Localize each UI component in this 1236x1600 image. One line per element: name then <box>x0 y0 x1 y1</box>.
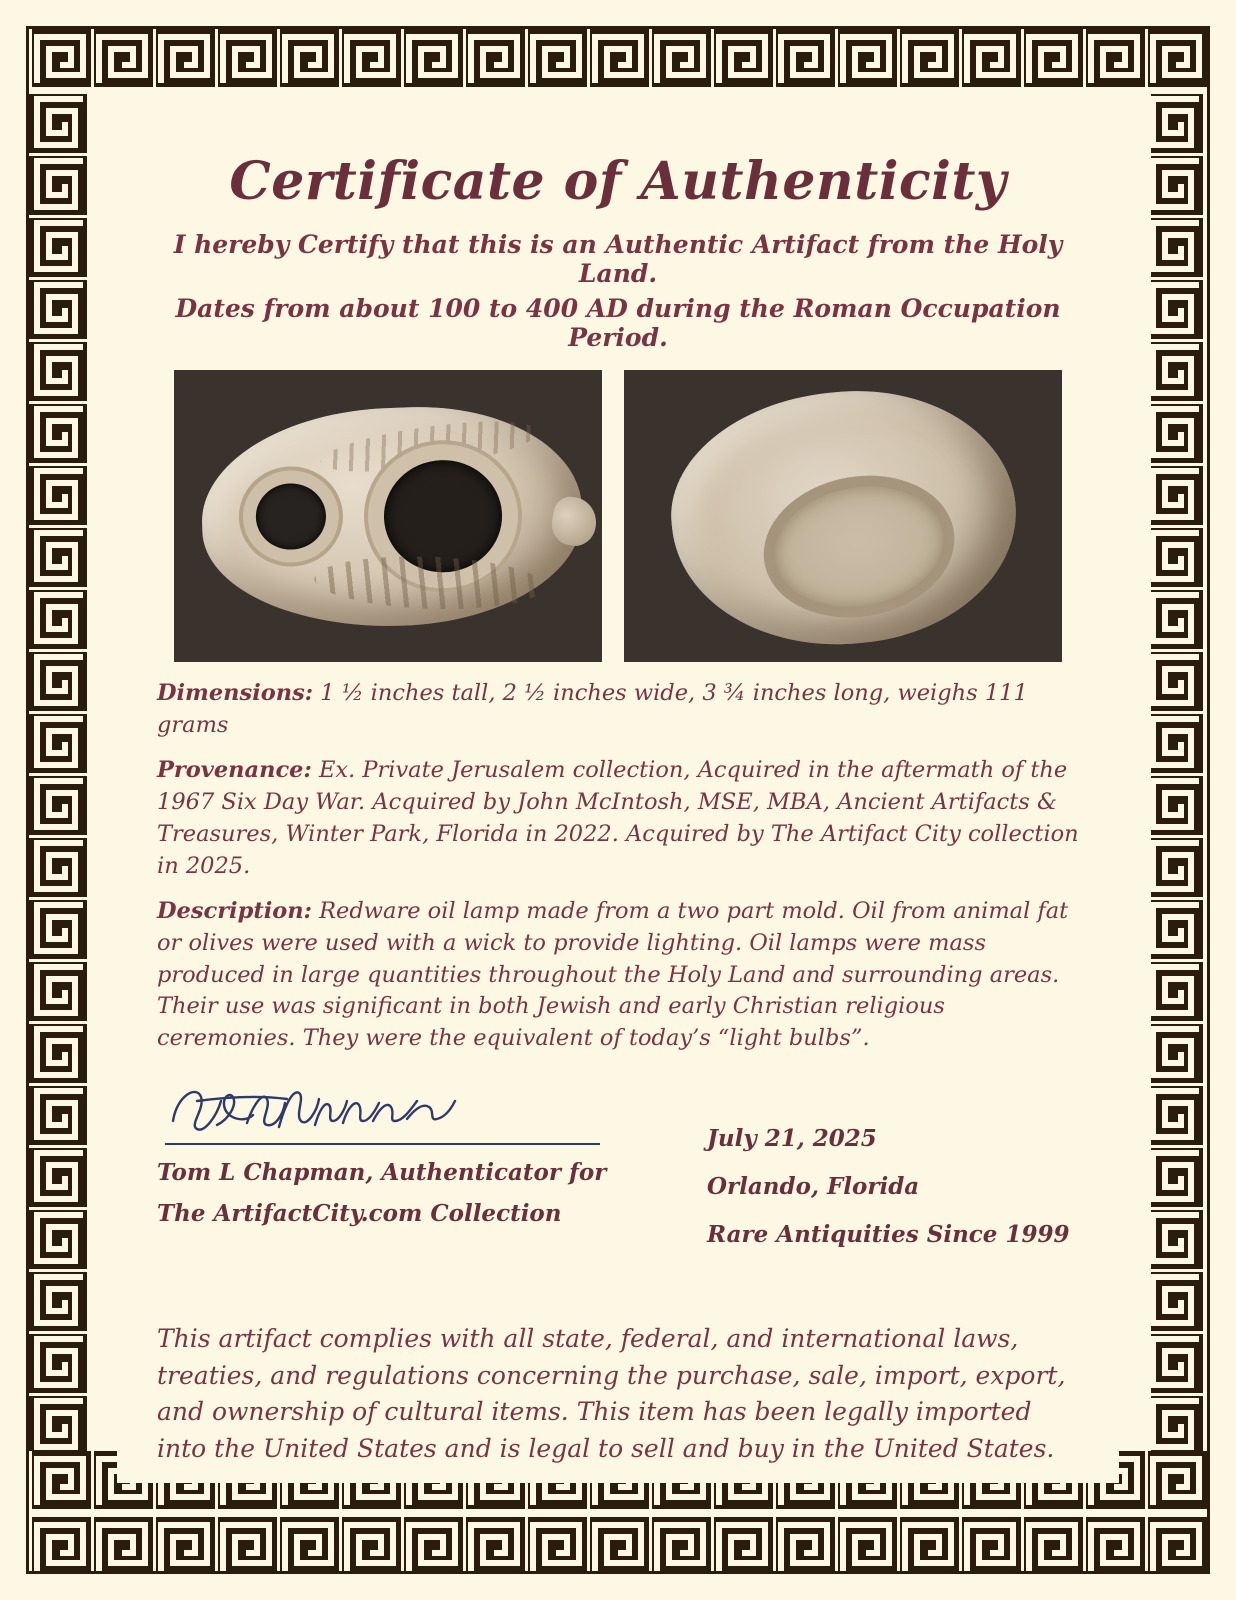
field-dimensions-value: 1 ½ inches tall, 2 ½ inches wide, 3 ¾ inches long, weighs 111 grams <box>157 680 1028 738</box>
artifact-photo-bottom-view <box>624 370 1062 662</box>
signatory-name: Tom L Chapman, Authenticator for <box>157 1159 607 1187</box>
greek-key-frame <box>26 26 1210 1574</box>
legal-notice: This artifact complies with all state, federal, and international laws, treaties, and regulations concerning the purchase, sale, import, export, and ownership of cultural items. This item has been legally imported into the United States and is legal to sell and buy in the United States. <box>157 1324 1066 1463</box>
issue-date: July 21, 2025 <box>707 1125 877 1153</box>
certify-line-2: Dates from about 100 to 400 AD during the Roman Occupation Period. <box>175 294 1061 352</box>
oil-lamp-bottom-illustration <box>660 375 1028 662</box>
lamp-base-ring <box>752 461 965 632</box>
oil-lamp-top-illustration <box>198 401 585 632</box>
field-provenance <box>157 755 1079 883</box>
issue-tagline: Rare Antiquities Since 1999 <box>707 1221 1070 1249</box>
field-provenance-label: Provenance: <box>157 756 312 783</box>
page-title: Certificate of Authenticity <box>229 151 1007 212</box>
signature-column <box>157 1081 677 1269</box>
handwritten-signature-icon <box>167 1075 467 1145</box>
artifact-photo-top-view <box>174 370 602 662</box>
field-provenance-value: Ex. Private Jerusalem collection, Acquired in the aftermath of the 1967 Six Day War. Acquired by John McIntosh, MSE, MBA, Ancient Artifacts & Treasures, Winter Park, Florida in 2022. Acquired by The Artifact City collection in 2025. <box>157 756 1079 879</box>
certificate-body <box>117 117 1119 1483</box>
signatory-organization: The ArtifactCity.com Collection <box>157 1200 562 1228</box>
certify-line-1: I hereby Certify that this is an Authentic Artifact from the Holy Land. <box>173 230 1063 288</box>
signature-image <box>157 1081 677 1143</box>
field-description <box>157 896 1079 1056</box>
field-dimensions <box>157 678 1079 742</box>
signature-block <box>157 1081 1079 1269</box>
field-description-value: Redware oil lamp made from a two part mold. Oil from animal fat or olives were used with a wick to provide lighting. Oil lamps were mass produced in large quantities throughout the Holy Land and surrounding areas. Their use was significant in both Jewish and early Christian religious ceremonies. They were the equivalent of today’s “light bulbs”. <box>157 897 1069 1052</box>
field-dimensions-label: Dimensions: <box>157 680 314 706</box>
issue-column <box>707 1081 1069 1269</box>
lamp-wick-hole <box>255 482 327 550</box>
lamp-decoration-bottom <box>313 553 545 613</box>
artifact-photos <box>157 370 1079 662</box>
field-description-label: Description: <box>157 897 312 924</box>
issue-location: Orlando, Florida <box>707 1173 920 1201</box>
